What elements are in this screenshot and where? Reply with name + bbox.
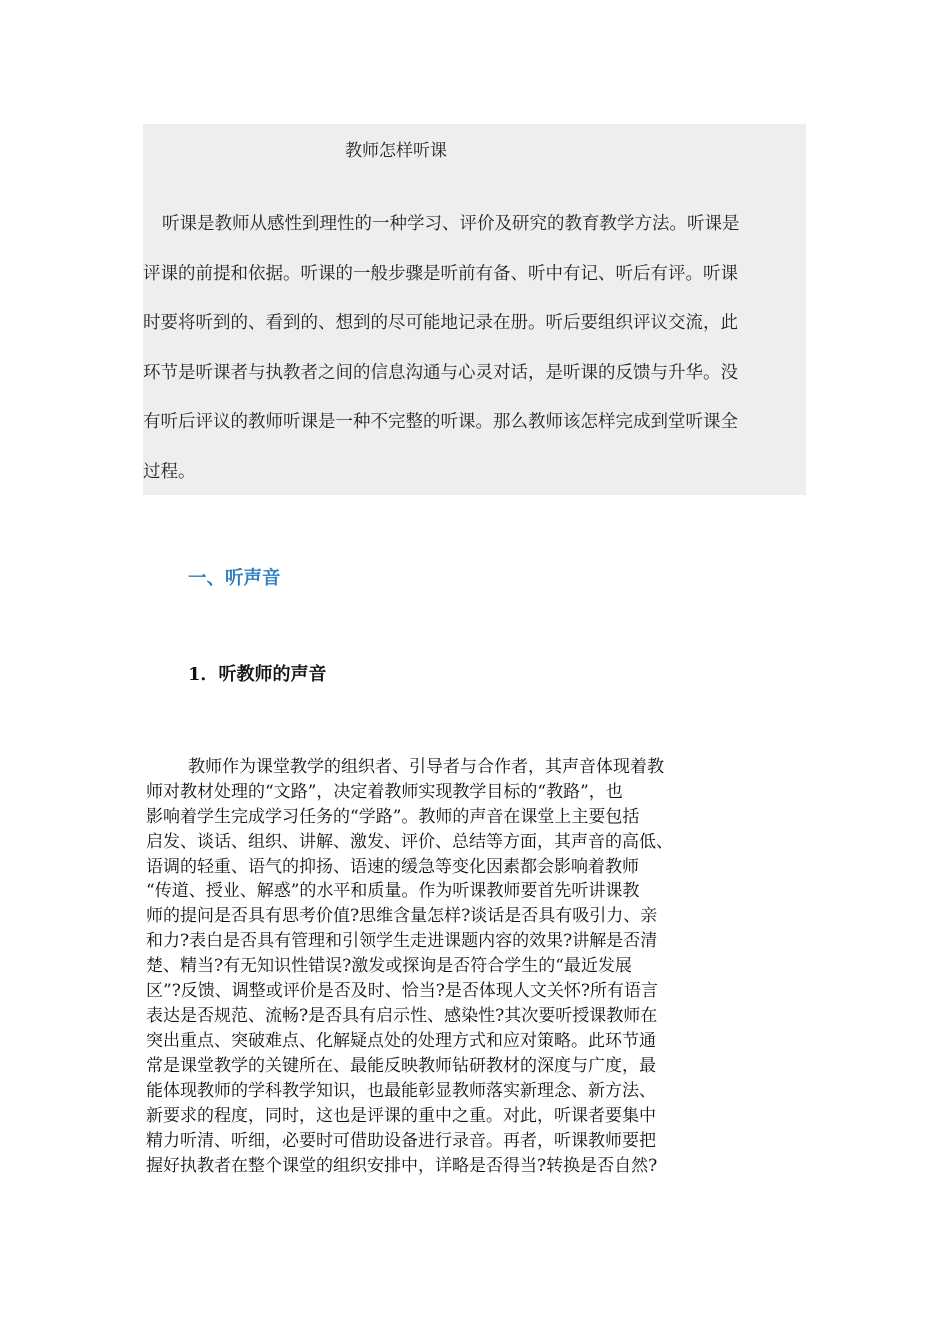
body-line: 教师作为课堂教学的组织者、引导者与合作者，其声音体现着教 — [188, 757, 664, 777]
body-line: 常是课堂教学的关键所在、最能反映教师钻研教材的深度与广度，最 — [146, 1056, 656, 1076]
body-line: 语调的轻重、语气的抑扬、语速的缓急等变化因素都会影响着教师 — [146, 857, 639, 877]
body-line: 表达是否规范、流畅?是否具有启示性、感染性?其次要听授课教师在 — [146, 1006, 658, 1026]
body-line: 影响着学生完成学习任务的“学路”。教师的声音在课堂上主要包括 — [146, 807, 640, 827]
intro-line: 听课是教师从感性到理性的一种学习、评价及研究的教育教学方法。听课是 — [162, 214, 740, 234]
section-heading: 一、听声音 — [188, 568, 281, 589]
subsection-heading: 1．听教师的声音 — [188, 664, 327, 685]
body-line: 楚、精当?有无知识性错误?激发或探询是否符合学生的“最近发展 — [146, 956, 632, 976]
body-line: 师对教材处理的“文路”，决定着教师实现教学目标的“教路”，也 — [146, 782, 623, 802]
body-line: 师的提问是否具有思考价值?思维含量怎样?谈话是否具有吸引力、亲 — [146, 906, 658, 926]
body-line: 突出重点、突破难点、化解疑点处的处理方式和应对策略。此环节通 — [146, 1031, 656, 1051]
body-line: 启发、谈话、组织、讲解、激发、评价、总结等方面，其声音的高低、 — [146, 832, 673, 852]
body-line: 新要求的程度，同时，这也是评课的重中之重。对此，听课者要集中 — [146, 1106, 656, 1126]
intro-line: 有听后评议的教师听课是一种不完整的听课。那么教师该怎样完成到堂听课全 — [143, 412, 738, 432]
body-line: 能体现教师的学科教学知识，也最能彰显教师落实新理念、新方法、 — [146, 1081, 656, 1101]
body-line: 精力听清、听细，必要时可借助设备进行录音。再者，听课教师要把 — [146, 1131, 656, 1151]
body-line: 区”?反馈、调整或评价是否及时、恰当?是否体现人文关怀?所有语言 — [146, 981, 659, 1001]
intro-line: 环节是听课者与执教者之间的信息沟通与心灵对话，是听课的反馈与升华。没 — [143, 363, 738, 383]
body-line: “传道、授业、解惑”的水平和质量。作为听课教师要首先听讲课教 — [146, 881, 640, 901]
intro-line: 时要将听到的、看到的、想到的尽可能地记录在册。听后要组织评议交流，此 — [143, 313, 738, 333]
document-title: 教师怎样听课 — [345, 141, 447, 161]
intro-line: 过程。 — [143, 462, 196, 482]
intro-line: 评课的前提和依据。听课的一般步骤是听前有备、听中有记、听后有评。听课 — [143, 264, 738, 284]
body-line: 和力?表白是否具有管理和引领学生走进课题内容的效果?讲解是否清 — [146, 931, 658, 951]
body-line: 握好执教者在整个课堂的组织安排中，详略是否得当?转换是否自然? — [146, 1156, 658, 1176]
